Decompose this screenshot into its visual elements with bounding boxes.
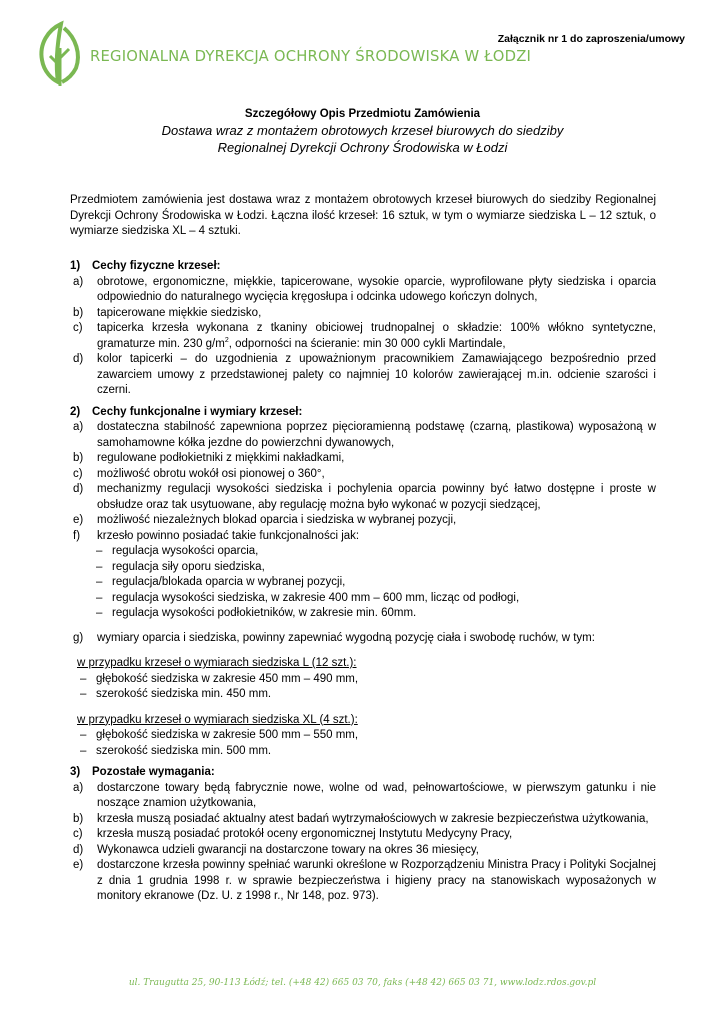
- section-title: 1) Cechy fizyczne krzeseł:: [70, 260, 221, 272]
- list-item: d) kolor tapicerki – do uzgodnienia z upoważnionym pracownikiem Zamawiającego bezpośrednio przed zawarciem umowy z przedstawionej palety co najmniej 10 kolorów zawierającej m.in. odcienie szarości i czerni.: [73, 353, 656, 396]
- list-item: c) możliwość obrotu wokół osi pionowej o 360°,: [73, 467, 325, 480]
- list-item: c) tapicerka krzesła wykonana z tkaniny obiciowej trudnopalnej o składzie: 100% włókno syntetyczne, gramaturze min. 230 $g/m^2$, odporności na ścieranie: min 30 000 cykli Martindale,: [73, 322, 656, 350]
- section-other-requirements: [70, 765, 656, 905]
- list-item: a) dostarczone towary będą fabrycznie nowe, wolne od wad, pełnowartościowe, w pierwszym gatunku i nie noszące znamion użytkowania,: [73, 781, 656, 809]
- list-item: b) tapicerowane miękkie siedzisko,: [73, 306, 262, 319]
- list-item: e) możliwość niezależnych blokad oparcia i siedziska w wybranej pozycji,: [73, 514, 457, 526]
- list-item: d) Wykonawca udzieli gwarancji na dostarczone towary na okres 36 miesięcy,: [73, 843, 479, 856]
- list-item: c) krzesła muszą posiadać protokół oceny ergonomicznej Instytutu Medycyny Pracy,: [73, 828, 513, 840]
- size-xl-heading: w przypadku krzeseł o wymiarach siedziska XL (4 szt.):: [77, 713, 358, 726]
- section-title: 2) Cechy funkcjonalne i wymiary krzeseł:: [70, 405, 303, 418]
- list-item: e) dostarczone krzesła powinny spełniać warunki określone w Rozporządzeniu Ministra Pracy i Polityki Socjalnej z dnia 1 grudnia 1998 r. w sprawie bezpieczeństwa i higieny pracy na stanowiskach wyposażonych w monitory ekranowe (Dz. U. z 1998 r., Nr 148, poz. 973).: [73, 859, 656, 902]
- list-item: g) wymiary oparcia i siedziska, powinny zapewniać wygodną pozycję ciała i swobodę ruchów, w tym:: [73, 631, 595, 644]
- section-title: 3) Pozostałe wymagania:: [70, 766, 215, 778]
- sub-list-item: – głębokość siedziska w zakresie 500 mm – 550 mm,: [80, 729, 359, 741]
- list-item: a) obrotowe, ergonomiczne, miękkie, tapicerowane, wysokie oparcie, wyprofilowane płyty siedziska i oparcia odpowiednio do naturalnego wycięcia kręgosłupa i odcinka udowego kończyn dolnych,: [73, 275, 656, 303]
- sub-list-item: – szerokość siedziska min. 450 mm.: [80, 688, 272, 700]
- attachment-label: Załącznik nr 1 do zaproszenia/umowy: [497, 33, 685, 45]
- sub-list-item: – szerokość siedziska min. 500 mm.: [80, 744, 272, 757]
- list-item: b) regulowane podłokietniki z miękkimi nakładkami,: [73, 452, 345, 464]
- sub-list-item: – regulacja siły oporu siedziska,: [96, 560, 265, 573]
- footer-address: ul. Traugutta 25, 90-113 Łódź; tel. (+48 42) 665 03 70, faks (+48 42) 665 03 71, www.lodz.rdos.gov.pl: [128, 978, 597, 988]
- section-physical-features: [70, 259, 656, 399]
- sub-list-item: – regulacja wysokości oparcia,: [96, 545, 259, 557]
- sub-list-item: – regulacja wysokości podłokietników, w zakresie min. 60mm.: [96, 607, 417, 619]
- sections: [70, 259, 656, 911]
- sub-list-item: – regulacja/blokada oparcia w wybranej pozycji,: [96, 576, 346, 588]
- section-functional-features: [70, 405, 656, 760]
- list-item: d) mechanizmy regulacji wysokości siedziska i pochylenia oparcia powinny być łatwo dostępne i proste w obsłudze oraz tak usytuowane, aby regulację można było wykonać w pozycji siedzącej,: [73, 483, 656, 511]
- size-l-heading: w przypadku krzeseł o wymiarach siedziska L (12 szt.):: [77, 657, 357, 669]
- list-item: a) dostateczna stabilność zapewniona poprzez pięcioramienną podstawę (czarną, plastikowa) wyposażoną w samohamowne kółka jezdne do powierzchni dywanowych,: [73, 421, 656, 449]
- document-subtitle-line-2: Regionalnej Dyrekcji Ochrony Środowiska w Łodzi: [217, 140, 508, 155]
- document-title: Szczegółowy Opis Przedmiotu Zamówienia: [244, 108, 481, 120]
- sub-list-item: – regulacja wysokości siedziska, w zakresie 400 mm – 600 mm, licząc od podłogi,: [96, 591, 520, 604]
- document-subtitle-line-1: Dostawa wraz z montażem obrotowych krzeseł biurowych do siedziby: [161, 123, 564, 138]
- organization-name: REGIONALNA DYREKCJA OCHRONY ŚRODOWISKA W ŁODZI: [90, 48, 532, 65]
- list-item: b) krzesła muszą posiadać aktualny atest badań wytrzymałościowych w zakresie bezpieczeństwa użytkowania,: [73, 812, 649, 825]
- list-item: f) krzesło powinno posiadać takie funkcjonalności jak:: [73, 529, 360, 542]
- sub-list-item: – głębokość siedziska w zakresie 450 mm – 490 mm,: [80, 672, 359, 685]
- intro-paragraph: Przedmiotem zamówienia jest dostawa wraz z montażem obrotowych krzeseł biurowych do siedziby Regionalnej Dyrekcji Ochrony Środowiska w Łodzi. Łączna ilość krzeseł: 16 sztuk, w tym o wymiarze siedziska L – 12 sztuk, o wymiarze siedziska XL – 4 sztuki.: [70, 194, 656, 237]
- document-heading: [0, 108, 725, 156]
- leaf-logo-icon: [36, 20, 82, 90]
